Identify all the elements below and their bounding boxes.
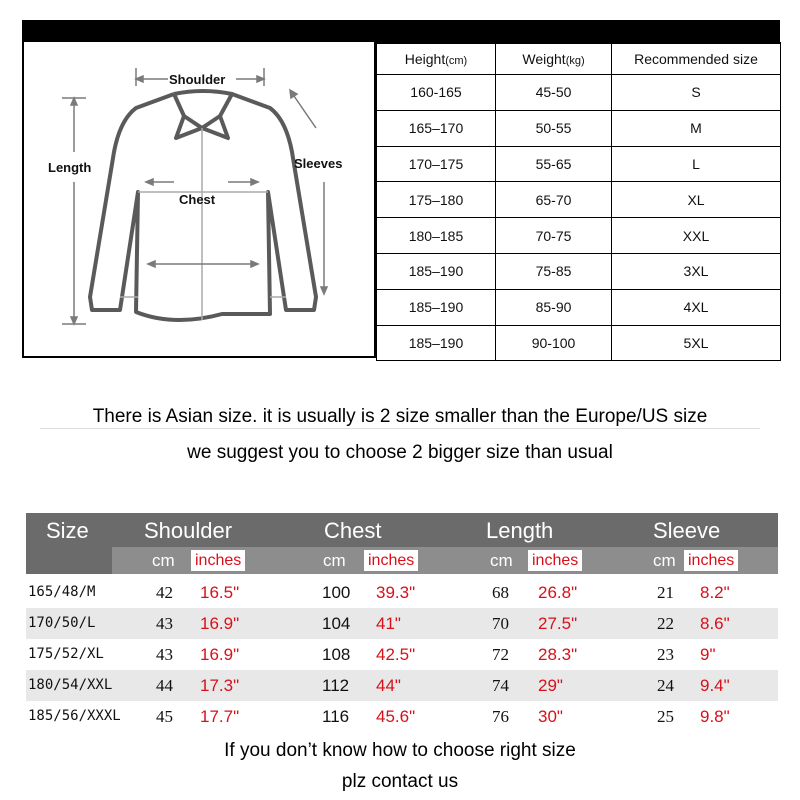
size-header: Recommended size — [612, 43, 781, 75]
contact-note: plz contact us — [341, 771, 459, 792]
asian-size-note: There is Asian size. it is usually is 2 size smaller than the Europe/US size — [92, 406, 708, 427]
size-table-header — [377, 43, 781, 75]
table-row: 175–180 65-70 XL — [377, 182, 781, 218]
length-column-header: Length — [486, 518, 554, 543]
recommended-size-table — [376, 42, 781, 361]
table-row: 165–170 50-55 M — [377, 110, 781, 146]
unit-inches-badge: inches — [684, 550, 738, 571]
table-row: 175/52/XL 43 16.9" 108 42.5" 72 28.3" 23 9" — [28, 645, 716, 664]
unit-cm: cm — [653, 551, 676, 570]
table-row: 185–190 90-100 5XL — [377, 325, 781, 361]
unit-cm: cm — [323, 551, 346, 570]
sleeve-column-header: Sleeve — [653, 518, 721, 543]
help-note: If you don’t know how to choose right size — [224, 740, 576, 761]
unit-cm: cm — [490, 551, 513, 570]
size-column-header: Size — [46, 518, 89, 543]
chest-label: Chest — [179, 192, 216, 207]
table-row: 185–190 75-85 3XL — [377, 253, 781, 289]
table-row: 160-165 45-50 S — [377, 75, 781, 111]
sleeves-label: Sleeves — [294, 156, 343, 171]
unit-inches-badge: inches — [364, 550, 418, 571]
table-row: 165/48/M 42 16.5" 100 39.3" 68 26.8" 21 8.2" — [28, 583, 730, 602]
table-row: 180–185 70-75 XXL — [377, 218, 781, 254]
weight-header: Weight(kg) — [496, 43, 612, 75]
top-black-bar — [22, 20, 780, 44]
shoulder-column-header: Shoulder — [144, 518, 233, 543]
shoulder-label: Shoulder — [169, 72, 226, 87]
measure-table-header — [26, 513, 778, 549]
height-header: Height(cm) — [377, 43, 496, 75]
unit-inches-badge: inches — [191, 550, 245, 571]
table-row: 185–190 85-90 4XL — [377, 289, 781, 325]
table-row: 170–175 55-65 L — [377, 146, 781, 182]
unit-cm: cm — [152, 551, 175, 570]
chest-column-header: Chest — [324, 518, 382, 543]
table-row: 185/56/XXXL 45 17.7" 116 45.6" 76 30" 25 9.8" — [28, 707, 730, 726]
unit-inches-badge: inches — [528, 550, 582, 571]
size-header-cell — [26, 547, 112, 574]
bigger-size-note: we suggest you to choose 2 bigger size than usual — [187, 442, 613, 463]
length-label: Length — [48, 160, 92, 175]
shirt-measurement-figure — [22, 42, 376, 358]
table-row: 170/50/L 43 16.9" 104 41" 70 27.5" 22 8.6" — [26, 608, 778, 639]
table-row: 180/54/XXL 44 17.3" 112 44" 74 29" 24 9.4" — [26, 670, 778, 701]
divider — [40, 428, 760, 429]
